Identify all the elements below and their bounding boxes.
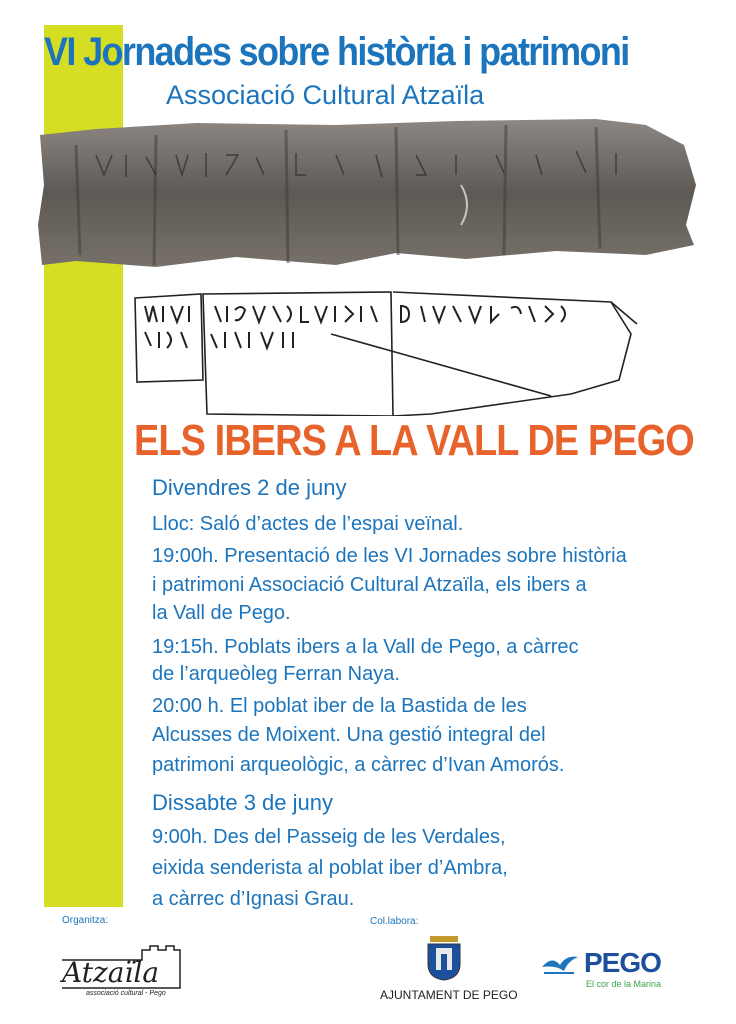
pego-tagline: El cor de la Marina: [586, 979, 662, 989]
ajuntament-text: AJUNTAMENT DE PEGO: [380, 988, 518, 1002]
day1-line: Alcusses de Moixent. Una gestió integral del: [152, 724, 546, 746]
bird-icon: [540, 951, 580, 981]
lead-plaque-image: [36, 115, 700, 273]
atzaila-logo: [58, 940, 186, 1000]
day1-line: patrimoni arqueològic, a càrrec d’Ivan Amorós.: [152, 754, 565, 776]
coat-of-arms-icon: [424, 932, 464, 982]
page-title: VI Jornades sobre història i patrimoni: [44, 30, 629, 74]
day1-line: i patrimoni Associació Cultural Atzaïla, els ibers a: [152, 574, 587, 596]
day1-line: la Vall de Pego.: [152, 602, 291, 624]
day2-line: 9:00h. Des del Passeig de les Verdales,: [152, 826, 506, 848]
day1-date: Divendres 2 de juny: [152, 475, 347, 500]
day1-line: Lloc: Saló d’actes de l’espai veïnal.: [152, 513, 464, 535]
day1-line: 19:00h. Presentació de les VI Jornades sobre història: [152, 545, 627, 567]
collabora-label: Col.labora:: [370, 916, 419, 927]
day2-line: eixida senderista al poblat iber d’Ambra,: [152, 857, 508, 879]
day1-line: de l’arqueòleg Ferran Naya.: [152, 663, 400, 685]
ajuntament-logo: [380, 930, 518, 1005]
pego-text: PEGO: [584, 947, 661, 978]
day1-line: 19:15h. Poblats ibers a la Vall de Pego, a càrrec: [152, 636, 579, 658]
event-headline: ELS IBERS A LA VALL DE PEGO: [134, 416, 694, 465]
pego-logo: [540, 945, 680, 993]
inscription-drawing: [131, 284, 651, 416]
day2-date: Dissabte 3 de juny: [152, 790, 333, 815]
day1-line: 20:00 h. El poblat iber de la Bastida de les: [152, 695, 527, 717]
atzaila-logo-text: Atzaïla: [62, 956, 160, 989]
atzaila-logo-subtext: associació cultural - Pego: [86, 990, 166, 997]
day2-line: a càrrec d’Ignasi Grau.: [152, 888, 355, 910]
organizer-subtitle: Associació Cultural Atzaïla: [166, 80, 485, 110]
organitza-label: Organitza:: [62, 915, 109, 926]
